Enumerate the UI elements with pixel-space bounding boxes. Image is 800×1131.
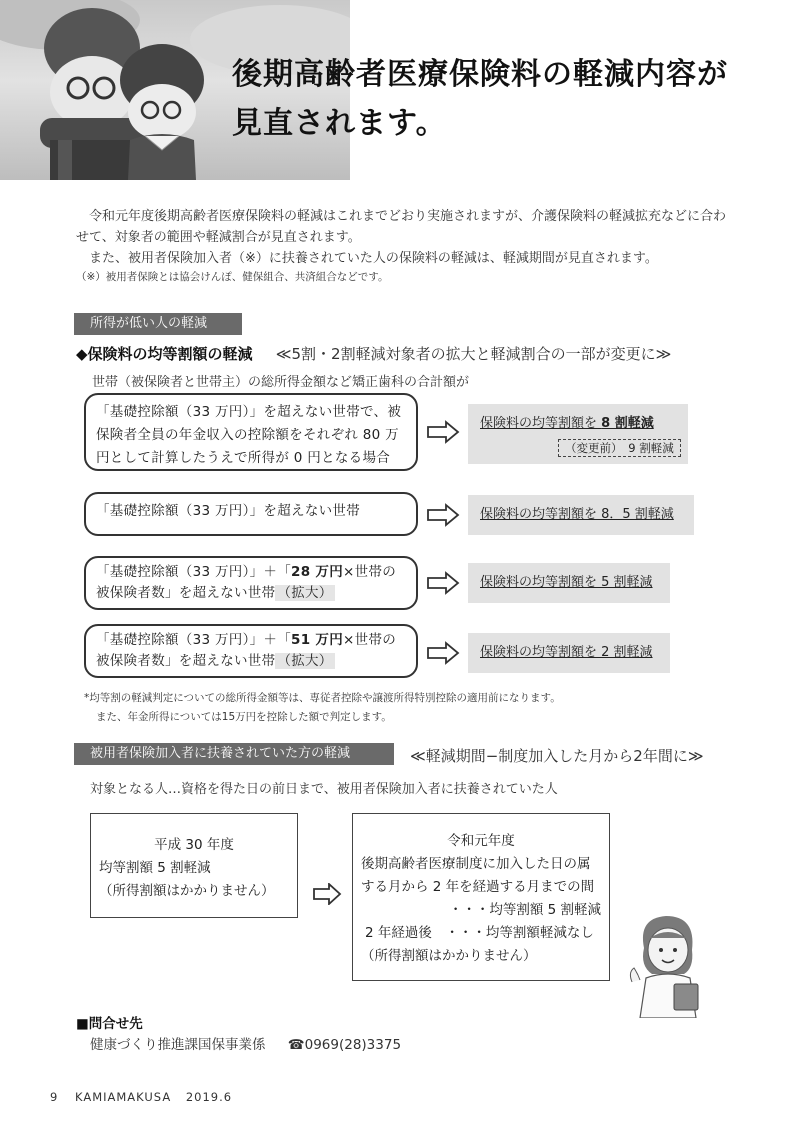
intro-note: （※）被用者保険とは協会けんぽ、健保組合、共済組合などです。 [76,271,389,283]
result-4-text: 保険料の均等割額を 2 割軽減 [480,645,653,660]
cond3-b: ×世帯の [343,564,397,580]
expanded-tag: （拡大） [277,653,333,669]
page-number: 9 [50,1090,59,1104]
page-footer [50,1090,232,1104]
section1-heading-sub: ≪5割・2割軽減対象者の拡大と軽減割合の一部が変更に≫ [275,345,672,363]
cond4-line2: 被保険者数」を超えない世帯 [96,653,276,669]
reduction-period: ≪軽減期間−制度加入した月から2年間に≫ [410,747,704,765]
result-box-1 [468,404,688,464]
condition-box-1: 「基礎控除額（33 万円）」を超えない世帯で、被保険者全員の年金収入の控除額をそれぞれ 80 万円として計算したうえで所得が 0 円となる場合 [84,393,418,471]
nurse-illustration [624,908,714,1018]
cond3-line2: 被保険者数」を超えない世帯 [96,585,276,601]
footnote-line1: *均等割の軽減判定についての総所得金額等は、専従者控除や譲渡所得特別控除の適用前になります。 [84,692,561,704]
new-year-box [352,813,610,981]
section1-lead: 世帯（被保険者と世帯主）の総所得金額など矯正歯科の合計額が [92,375,470,390]
footnote-line2: また、年金所得については15万円を控除した額で判定します。 [96,711,392,723]
new-year-line1: 後期高齢者医療制度に加入した日の属 [361,856,591,872]
outline-arrow-icon [312,883,342,905]
condition-box-4 [84,624,418,678]
result-1-bold: 8 割軽減 [601,416,654,431]
intro-text [76,206,726,286]
condition-box-3 [84,556,418,610]
old-year-line1: 均等割額 5 割軽減 [99,860,211,876]
result-1-prefix: 保険料の均等割額を [480,416,598,431]
page-title-line2: 見直されます。 [232,106,447,141]
section1-heading [76,343,671,364]
new-year-line5: （所得割額はかかりません） [361,948,537,964]
issue-date: 2019.6 [185,1090,233,1104]
result-box-3 [468,563,670,603]
section-bar-dependents: 被用者保険加入者に扶養されていた方の軽減 [74,743,394,765]
result-1-text [480,416,654,431]
contact-info [90,1033,401,1053]
expanded-tag: （拡大） [277,585,333,601]
new-year-label: 令和元年度 [447,833,515,849]
cond4-bold: 51 万円 [291,632,344,648]
contact-phone: ☎0969(28)3375 [287,1037,402,1053]
before-change-label: （変更前） 9 割軽減 [558,439,681,457]
target-persons: 対象となる人…資格を得た日の前日まで、被用者保険加入者に扶養されていた人 [90,782,558,797]
new-year-line4: 2 年経過後 ・・・均等割額軽減なし [365,925,594,941]
result-box-2 [468,495,694,535]
new-year-line3: ・・・均等割額 5 割軽減 [448,902,601,918]
outline-arrow-icon [426,503,460,527]
condition-box-2: 「基礎控除額（33 万円）」を超えない世帯 [84,492,418,536]
cond3-bold: 28 万円 [291,564,344,580]
new-year-line2: する月から 2 年を経過する月までの間 [361,879,595,895]
old-year-label: 平成 30 年度 [154,837,234,853]
old-year-box [90,813,298,918]
intro-paragraph-1: 令和元年度後期高齢者医療保険料の軽減はこれまでどおり実施されますが、介護保険料の軽減拡充などに合わせて、対象者の範囲や軽減割合が見直されます。 [76,209,727,245]
page-title [232,50,728,148]
cond3-a: 「基礎控除額（33 万円）」＋「 [96,564,292,580]
section-bar-low-income: 所得が低い人の軽減 [74,313,242,335]
result-box-4 [468,633,670,673]
result-2-text: 保険料の均等割額を 8．5 割軽減 [480,507,674,522]
old-year-line2: （所得割額はかかりません） [99,883,275,899]
intro-paragraph-2: また、被用者保険加入者（※）に扶養されていた人の保険料の軽減は、軽減期間が見直されます。 [89,251,658,266]
cond4-a: 「基礎控除額（33 万円）」＋「 [96,632,292,648]
outline-arrow-icon [426,641,460,665]
page-title-line1: 後期高齢者医療保険料の軽減内容が [232,57,728,92]
contact-dept: 健康づくり推進課国保事業係 [90,1037,266,1053]
result-3-text: 保険料の均等割額を 5 割軽減 [480,575,653,590]
magazine-name: KAMIAMAKUSA [74,1090,172,1104]
section1-footnote [84,689,561,727]
section1-heading-main: ◆保険料の均等割額の軽減 [76,345,253,363]
outline-arrow-icon [426,571,460,595]
outline-arrow-icon [426,420,460,444]
contact-heading: ■問合せ先 [76,1016,143,1032]
cond4-b: ×世帯の [343,632,397,648]
